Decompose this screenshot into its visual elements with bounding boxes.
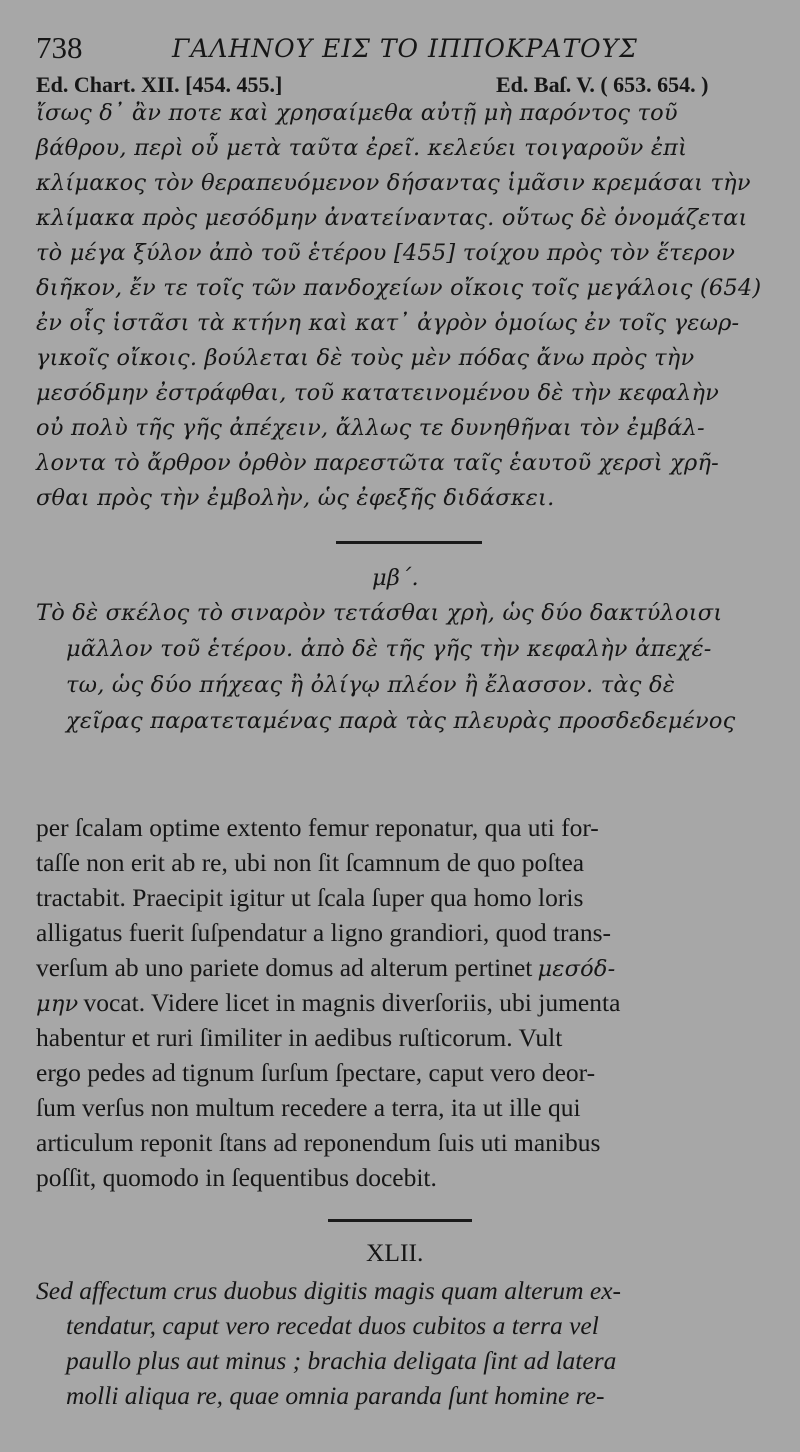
greek-commentary-line: λοντα τὸ ἄρθρον ὀρθὸν παρεστῶτα ταῖς ἑαυτοῦ χερσὶ χρῆ- bbox=[36, 450, 719, 476]
latin-commentary-line: tractabit. Praecipit igitur ut ſcala ſuper qua homo loris bbox=[36, 883, 584, 912]
greek-commentary-line: οὐ πολὺ τῆς γῆς ἀπέχειν, ἄλλως τε δυνηθῆναι τὸν ἐμβάλ- bbox=[36, 415, 705, 441]
greek-commentary-line: ἐν οἷς ἱστᾶσι τὰ κτήνη καὶ κατ᾽ ἀγρὸν ὁμοίως ἐν τοῖς γεωρ- bbox=[36, 310, 740, 336]
greek-commentary-line: ἴσως δ᾽ ἂν ποτε καὶ χρησαίμεθα αὐτῇ μὴ παρόντος τοῦ bbox=[36, 100, 678, 126]
latin-commentary-line: per ſcalam optime extento femur reponatur, qua uti for- bbox=[36, 813, 599, 842]
latin-section-line: Sed affectum crus duobus digitis magis quam alterum ex- bbox=[36, 1276, 622, 1305]
latin-commentary-line: habentur et ruri ſimiliter in aedibus ruſticorum. Vult bbox=[36, 1023, 563, 1052]
latin-section-number: XLII. bbox=[366, 1238, 424, 1267]
latin-commentary-line: alligatus fuerit ſuſpendatur a ligno grandiori, quod trans- bbox=[36, 918, 612, 947]
latin-commentary-line bbox=[36, 953, 615, 983]
latin-commentary-line bbox=[36, 988, 620, 1018]
greek-inline-word: μην bbox=[36, 991, 79, 1017]
latin-section-line: paullo plus aut minus ; brachia deligata ſint ad latera bbox=[66, 1346, 617, 1375]
greek-section-number: μβ΄. bbox=[372, 565, 419, 591]
latin-commentary-line: ſum verſus non multum recedere a terra, ita ut ille qui bbox=[36, 1093, 581, 1122]
greek-commentary-line: κλίμακα πρὸς μεσόδμην ἀνατείναντας. οὕτως δὲ ὀνομάζεται bbox=[36, 205, 748, 231]
greek-commentary-line: διῆκον, ἔν τε τοῖς τῶν πανδοχείων οἴκοις τοῖς μεγάλοις (654) bbox=[36, 275, 762, 301]
edition-reference-left: Ed. Chart. XII. [454. 455.] bbox=[36, 72, 283, 97]
latin-section-line: tendatur, caput vero recedat duos cubitos a terra vel bbox=[66, 1311, 599, 1340]
latin-commentary-line: ergo pedes ad tignum ſurſum ſpectare, caput vero deor- bbox=[36, 1058, 596, 1087]
greek-commentary-line: κλίμακος τὸν θεραπευόμενον δήσαντας ἱμᾶσιν κρεμάσαι τὴν bbox=[36, 170, 751, 196]
greek-commentary-line: γικοῖς οἴκοις. βούλεται δὲ τοὺς μὲν πόδας ἄνω πρὸς τὴν bbox=[36, 345, 695, 371]
greek-inline-word: μεσόδ- bbox=[537, 956, 616, 982]
section-divider-rule bbox=[328, 1219, 472, 1222]
section-divider-rule bbox=[336, 541, 482, 544]
latin-section-line: molli aliqua re, quae omnia paranda ſunt homine re- bbox=[66, 1381, 605, 1410]
latin-commentary-line: articulum reponit ſtans ad reponendum ſuis uti manibus bbox=[36, 1128, 601, 1157]
latin-text: verſum ab uno pariete domus ad alterum pertinet bbox=[36, 953, 533, 982]
edition-reference-right: Ed. Baſ. V. ( 653. 654. ) bbox=[496, 72, 709, 97]
greek-commentary-line: βάθρου, περὶ οὗ μετὰ ταῦτα ἐρεῖ. κελεύει τοιγαροῦν ἐπὶ bbox=[36, 135, 688, 161]
greek-commentary-line: μεσόδμην ἐστράφθαι, τοῦ κατατεινομένου δὲ τὴν κεφαλὴν bbox=[36, 380, 720, 406]
greek-section-line: τω, ὡς δύο πήχεας ἢ ὀλίγῳ πλέον ἢ ἔλασσον. τὰς δὲ bbox=[66, 672, 675, 698]
greek-section-line: χεῖρας παρατεταμένας παρὰ τὰς πλευρὰς προσδεδεμένος bbox=[66, 708, 736, 734]
greek-commentary-line: τὸ μέγα ξύλον ἀπὸ τοῦ ἑτέρου [455] τοίχου πρὸς τὸν ἕτερον bbox=[36, 240, 736, 266]
latin-commentary-line: poſſit, quomodo in ſequentibus docebit. bbox=[36, 1163, 437, 1192]
running-header bbox=[36, 30, 766, 70]
latin-commentary-line: taſſe non erit ab re, ubi non ſit ſcamnum de quo poſtea bbox=[36, 848, 585, 877]
page-number: 738 bbox=[36, 30, 83, 65]
greek-section-line: μᾶλλον τοῦ ἑτέρου. ἀπὸ δὲ τῆς γῆς τὴν κεφαλὴν ἀπεχέ- bbox=[66, 636, 712, 662]
latin-text: vocat. Videre licet in magnis diverſoriis, ubi jumenta bbox=[83, 988, 621, 1017]
running-title: ΓΑΛΗΝΟΥ ΕΙΣ ΤΟ ΙΠΠΟΚΡΑΤΟΥΣ bbox=[172, 34, 638, 63]
greek-section-line: Τὸ δὲ σκέλος τὸ σιναρὸν τετάσθαι χρὴ, ὡς δύο δακτύλοισι bbox=[36, 600, 723, 626]
greek-commentary-line: σθαι πρὸς τὴν ἐμβολὴν, ὡς ἐφεξῆς διδάσκει. bbox=[36, 485, 555, 511]
